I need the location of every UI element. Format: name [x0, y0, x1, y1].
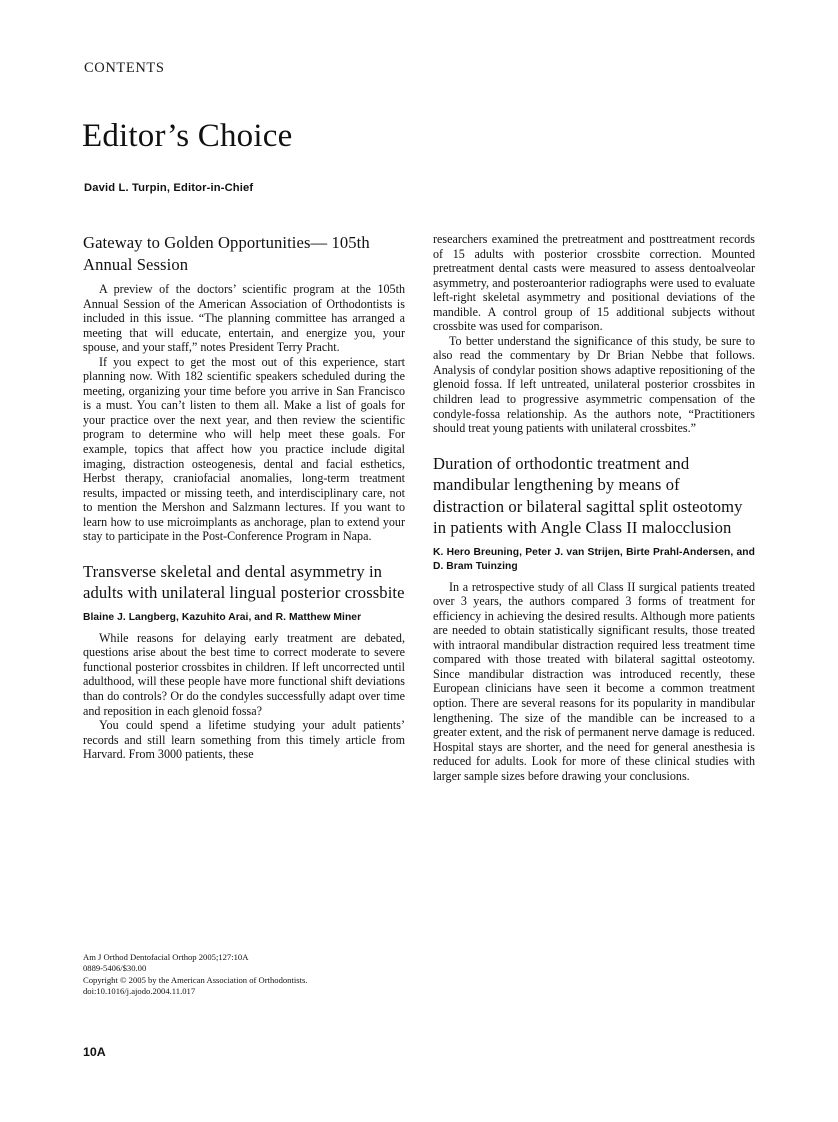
- article-duration: [433, 453, 755, 784]
- article-paragraph-continued: researchers examined the pretreatment and posttreatment records of 15 adults with posterior crossbite correction. Mounted pretreatment dental casts were measured to assess dentoalveolar asymmetry, and posteroanterior radiographs were used to evaluate left-right skeletal asymmetry and positional deviations of the mandible. A control group of 15 additional subjects without crossbite was used for comparison.: [433, 232, 755, 334]
- article-gateway: [83, 232, 405, 544]
- article-paragraph: In a retrospective study of all Class II surgical patients treated over 3 years, the authors compared 3 forms of treatment for efficiency in achieving the desired results. Although more patients are needed to obtain statistically significant results, those treated with intraoral mandibular distraction required less treatment time compared with those treated with bilateral sagittal osteotomy. Since mandibular distraction was introduced recently, these European clinicians have seen it become a common treatment option. There are several reasons for its popularity in mandibular lengthening. The size of the mandible can be increased to a greater extent, and the risk of permanent nerve damage is reduced. Hospital stays are shorter, and the need for general anesthesia is reduced for adults. Look for more of these clinical studies with larger sample sizes before drawing your conclusions.: [433, 579, 755, 783]
- article-title: Duration of orthodontic treatment and mandibular lengthening by means of distraction or bilateral sagittal split osteotomy in patients with Angle Class II malocclusion: [433, 453, 743, 538]
- article-paragraph: While reasons for delaying early treatment are debated, questions arise about the best time to correct moderate to severe functional posterior crossbites in children. If left uncorrected until adulthood, will these people have more functional shift deviations than do controls? Or do the condyles successfully adapt over time and reposition in each glenoid fossa?: [83, 630, 405, 718]
- article-paragraph: To better understand the significance of this study, be sure to also read the commentary by Dr Brian Nebbe that follows. Analysis of condylar position shows adaptive repositioning of the glenoid fossa. If left untreated, unilateral posterior crossbites in children lead to progressive asymmetric compensation of the condyle-fossa relationship. As the authors note, “Practitioners should treat young patients with unilateral crossbites.”: [433, 333, 755, 436]
- article-transverse: [83, 561, 405, 762]
- article-title: Gateway to Golden Opportunities— 105th Annual Session: [83, 233, 370, 274]
- article-paragraph: You could spend a lifetime studying your adult patients’ records and still learn something from this timely article from Harvard. From 3000 patients, these: [83, 718, 405, 762]
- spacer: [83, 544, 405, 561]
- article-paragraph: If you expect to get the most out of this experience, start planning now. With 182 scientific speakers scheduled during the meeting, organizing your time before you arrive in San Francisco is a must. You can’t listen to them all. Make a list of goals for your practice over the next year, and then review the scientific program to determine who will help meet these goals. For example, topics that affect how you practice include digital imaging, distraction osteogenesis, dental and facial esthetics, Herbst therapy, craniofacial anomalies, long-term treatment results, impacted or missing teeth, and interdisciplinary care, not to mention the Mershon and Salzmann lectures. If you want to learn how to use microimplants as anchorage, plan to extend your stay to participate in the Post-Conference Program in Napa.: [83, 354, 405, 544]
- column-right: [433, 232, 755, 783]
- article-paragraph: A preview of the doctors’ scientific program at the 105th Annual Session of the American Association of Orthodontists is included in this issue. “The planning committee has arranged a meeting that will educate, entertain, and energize you, your spouse, and your staff,” notes President Terry Pracht.: [83, 282, 405, 355]
- spacer: [433, 436, 755, 453]
- editor-byline: David L. Turpin, Editor-in-Chief: [84, 182, 254, 194]
- article-authors: K. Hero Breuning, Peter J. van Strijen, Birte Prahl-Andersen, and D. Bram Tuinzing: [433, 546, 755, 572]
- article-title: Transverse skeletal and dental asymmetry in adults with unilateral lingual posterior crossbite: [83, 561, 405, 603]
- section-label: CONTENTS: [84, 60, 165, 76]
- page-title: Editor’s Choice: [82, 118, 293, 154]
- article-transverse-continued: [433, 232, 755, 436]
- footnote-doi: doi:10.1016/j.ajodo.2004.11.017: [83, 986, 196, 997]
- article-authors: Blaine J. Langberg, Kazuhito Arai, and R. Matthew Miner: [83, 611, 362, 623]
- footnote-block: [83, 952, 423, 998]
- footnote-citation: Am J Orthod Dentofacial Orthop 2005;127:10A: [83, 952, 249, 962]
- footnote-issn: 0889-5406/$30.00: [83, 963, 147, 974]
- page-number: 10A: [83, 1045, 106, 1059]
- column-left: [83, 232, 405, 762]
- footnote-copyright: Copyright © 2005 by the American Association of Orthodontists.: [83, 974, 308, 985]
